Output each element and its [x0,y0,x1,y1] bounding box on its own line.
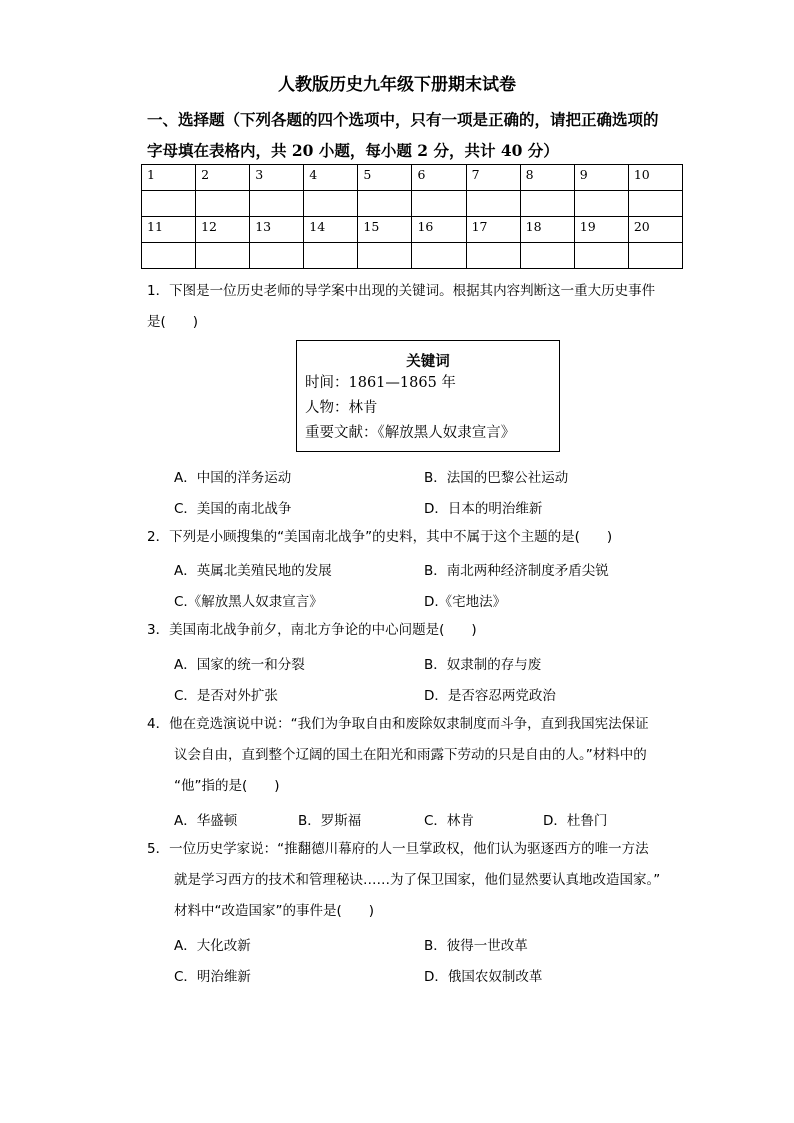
answer-number-cell: 7 [466,165,520,191]
answer-blank-cell[interactable] [358,191,412,217]
answer-blank-cell[interactable] [412,243,466,269]
answer-table-blank-row [142,191,683,217]
answer-number-cell: 19 [574,217,628,243]
keywords-box-document: 重要文献：《解放黑人奴隶宣言》 [305,425,516,441]
question-3-option-b[interactable]: B．奴隶制的存与废 [424,657,542,673]
question-1-option-a[interactable]: A．中国的洋务运动 [174,470,292,486]
section-heading-line-1: 一、选择题（下列各题的四个选项中，只有一项是正确的，请把正确选项的 [147,110,659,129]
question-5-line-2: 就是学习西方的技术和管理秘诀……为了保卫国家，他们显然要认真地改造国家。” [174,872,661,888]
answer-number-cell: 17 [466,217,520,243]
answer-blank-cell[interactable] [196,243,250,269]
answer-number-cell: 14 [304,217,358,243]
question-2-option-b[interactable]: B．南北两种经济制度矛盾尖锐 [424,563,609,579]
answer-number-cell: 15 [358,217,412,243]
answer-number-cell: 13 [250,217,304,243]
question-4 [147,709,687,802]
question-3-option-a[interactable]: A．国家的统一和分裂 [174,657,305,673]
question-2-line-1: 2．下列是小顾搜集的“美国南北战争”的史料，其中不属于这个主题的是( ) [147,529,613,545]
question-3-option-c[interactable]: C．是否对外扩张 [174,688,278,704]
answer-table [141,164,683,269]
answer-blank-cell[interactable] [142,191,196,217]
question-3-line-1: 3．美国南北战争前夕，南北方争论的中心问题是( ) [147,622,477,638]
question-3-option-d[interactable]: D．是否容忍两党政治 [424,688,556,704]
question-1-line-1: 1．下图是一位历史老师的导学案中出现的关键词。根据其内容判断这一重大历史事件 [147,283,656,299]
answer-blank-cell[interactable] [304,191,358,217]
answer-table-blank-row [142,243,683,269]
keywords-box-person: 人物：林肯 [305,400,378,416]
answer-number-cell: 18 [520,217,574,243]
answer-number-cell: 2 [196,165,250,191]
question-5 [147,834,687,927]
section-heading [147,104,687,166]
answer-number-cell: 4 [304,165,358,191]
question-1 [147,276,687,338]
question-4-line-3: “他”指的是( ) [174,778,280,794]
question-4-option-c[interactable]: C．林肯 [424,813,474,829]
question-2 [147,522,687,553]
question-4-option-b[interactable]: B．罗斯福 [298,813,362,829]
keywords-box [296,340,560,452]
question-1-line-2: 是( ) [147,314,199,330]
question-4-option-a[interactable]: A．华盛顿 [174,813,238,829]
question-5-option-a[interactable]: A．大化改新 [174,938,251,954]
question-2-option-d[interactable]: D.《宅地法》 [424,594,507,610]
question-4-line-1: 4．他在竞选演说中说：“我们为争取自由和废除奴隶制度而斗争，直到我国宪法保证 [147,716,649,732]
answer-number-cell: 9 [574,165,628,191]
question-1-option-c[interactable]: C．美国的南北战争 [174,501,292,517]
question-5-line-3: 材料中“改造国家”的事件是( ) [174,903,375,919]
question-5-option-b[interactable]: B．彼得一世改革 [424,938,528,954]
answer-number-cell: 11 [142,217,196,243]
answer-blank-cell[interactable] [466,191,520,217]
answer-blank-cell[interactable] [574,243,628,269]
keywords-box-time: 时间：1861—1865 年 [305,375,456,391]
answer-blank-cell[interactable] [520,191,574,217]
answer-number-cell: 12 [196,217,250,243]
answer-blank-cell[interactable] [466,243,520,269]
answer-number-cell: 1 [142,165,196,191]
question-2-option-a[interactable]: A．英属北美殖民地的发展 [174,563,332,579]
question-3 [147,615,687,646]
keywords-box-title: 关键词 [406,353,450,370]
question-5-option-c[interactable]: C．明治维新 [174,969,251,985]
answer-blank-cell[interactable] [196,191,250,217]
question-1-option-b[interactable]: B．法国的巴黎公社运动 [424,470,569,486]
answer-table-number-row [142,165,683,191]
answer-number-cell: 10 [628,165,682,191]
answer-blank-cell[interactable] [628,243,682,269]
answer-blank-cell[interactable] [358,243,412,269]
answer-number-cell: 16 [412,217,466,243]
question-5-line-1: 5．一位历史学家说：“推翻德川幕府的人一旦掌政权，他们认为驱逐西方的唯一方法 [147,841,649,857]
question-1-option-d[interactable]: D．日本的明治维新 [424,501,543,517]
question-4-option-d[interactable]: D．杜鲁门 [543,813,608,829]
answer-blank-cell[interactable] [520,243,574,269]
answer-number-cell: 8 [520,165,574,191]
section-heading-line-2: 字母填在表格内，共 20 小题，每小题 2 分，共计 40 分） [147,141,559,160]
answer-blank-cell[interactable] [304,243,358,269]
answer-blank-cell[interactable] [574,191,628,217]
answer-number-cell: 3 [250,165,304,191]
question-5-option-d[interactable]: D．俄国农奴制改革 [424,969,543,985]
question-4-line-2: 议会自由，直到整个辽阔的国土在阳光和雨露下劳动的只是自由的人。”材料中的 [174,747,647,763]
answer-blank-cell[interactable] [250,191,304,217]
answer-number-cell: 20 [628,217,682,243]
page-title: 人教版历史九年级下册期末试卷 [278,75,516,95]
answer-number-cell: 5 [358,165,412,191]
question-2-option-c[interactable]: C.《解放黑人奴隶宣言》 [174,594,323,610]
answer-blank-cell[interactable] [142,243,196,269]
answer-blank-cell[interactable] [412,191,466,217]
answer-number-cell: 6 [412,165,466,191]
answer-blank-cell[interactable] [250,243,304,269]
answer-blank-cell[interactable] [628,191,682,217]
answer-table-number-row [142,217,683,243]
